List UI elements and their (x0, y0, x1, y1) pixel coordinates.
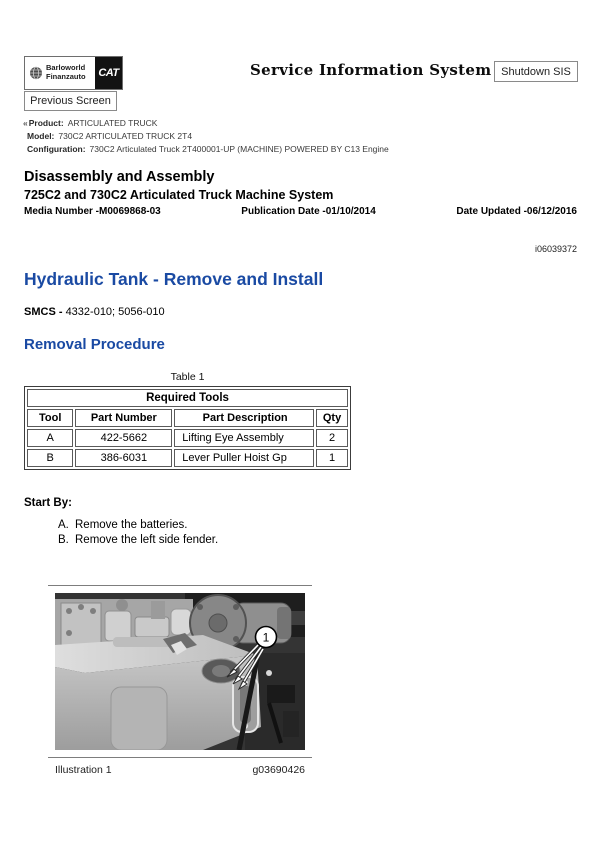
smcs-label: SMCS - (24, 306, 63, 318)
document-section-title: Disassembly and Assembly (24, 169, 215, 185)
table-header-row (27, 409, 348, 427)
illustration-photo (55, 593, 305, 750)
illustration-top-rule (48, 585, 312, 586)
illustration-bottom-rule (48, 757, 312, 758)
illustration-labels (55, 764, 305, 776)
document-subtitle: 725C2 and 730C2 Articulated Truck Machine System (24, 188, 334, 202)
table-cell: A (27, 429, 73, 447)
smcs-codes: 4332-010; 5056-010 (65, 306, 165, 318)
model-label: Model: (27, 131, 55, 141)
table-cell: 386-6031 (75, 449, 172, 467)
page-title: Service Information System (250, 61, 492, 79)
table-cell: B (27, 449, 73, 467)
illustration-block (48, 585, 312, 776)
table-cell: Lever Puller Hoist Gp (174, 449, 314, 467)
product-info (23, 117, 389, 156)
table-title-row (27, 389, 348, 407)
table-header-cell: Tool (27, 409, 73, 427)
removal-procedure-heading: Removal Procedure (24, 336, 165, 353)
table-cell: 422-5662 (75, 429, 172, 447)
table-row (27, 449, 348, 467)
media-number: Media Number -M0069868-03 (24, 206, 161, 217)
callout-number: 1 (262, 630, 270, 645)
list-item (58, 518, 218, 533)
configuration-value: 730C2 Articulated Truck 2T400001-UP (MACHINE) POWERED BY C13 Engine (89, 144, 389, 154)
table-header-cell: Qty (316, 409, 348, 427)
barloworld-logo (24, 56, 123, 90)
brand-text (46, 64, 95, 81)
doc-id: i06039372 (534, 244, 577, 254)
shutdown-sis-button[interactable]: Shutdown SIS (494, 61, 578, 82)
brand-line2: Finanzauto (46, 72, 86, 81)
article-title: Hydraulic Tank - Remove and Install (24, 269, 324, 289)
table-caption: Table 1 (170, 371, 205, 383)
table-header-cell: Part Description (174, 409, 314, 427)
table-title: Required Tools (27, 389, 348, 407)
configuration-label: Configuration: (27, 144, 86, 154)
table-row (27, 429, 348, 447)
illustration-code: g03690426 (252, 764, 305, 776)
configuration-row (23, 143, 389, 156)
start-by-heading: Start By: (24, 497, 72, 509)
callout-1 (256, 627, 277, 648)
table-cell: 1 (316, 449, 348, 467)
product-row (23, 117, 389, 130)
product-value: ARTICULATED TRUCK (67, 118, 158, 128)
table-header-cell: Part Number (75, 409, 172, 427)
list-text: Remove the left side fender. (75, 534, 219, 546)
list-text: Remove the batteries. (75, 519, 188, 531)
document-meta (24, 206, 577, 217)
cat-logo: CAT (95, 57, 122, 89)
start-by-list (58, 518, 218, 548)
illustration-label: Illustration 1 (55, 764, 112, 776)
product-label: Product: (28, 118, 64, 128)
required-tools-table (24, 386, 351, 470)
list-marker: B. (58, 534, 69, 546)
date-updated: Date Updated -06/12/2016 (456, 206, 577, 217)
required-tools-block (24, 371, 351, 470)
list-marker: A. (58, 519, 69, 531)
table-cell: 2 (316, 429, 348, 447)
model-row (23, 130, 389, 143)
globe-icon (29, 66, 43, 80)
model-value: 730C2 ARTICULATED TRUCK 2T4 (58, 131, 193, 141)
collapse-marker-icon[interactable]: « (23, 118, 28, 128)
table-cell: Lifting Eye Assembly (174, 429, 314, 447)
smcs-line (24, 306, 165, 318)
list-item (58, 533, 218, 548)
previous-screen-button[interactable]: Previous Screen (24, 91, 117, 111)
brand-line1: Barloworld (46, 63, 86, 73)
publication-date: Publication Date -01/10/2014 (241, 206, 376, 217)
